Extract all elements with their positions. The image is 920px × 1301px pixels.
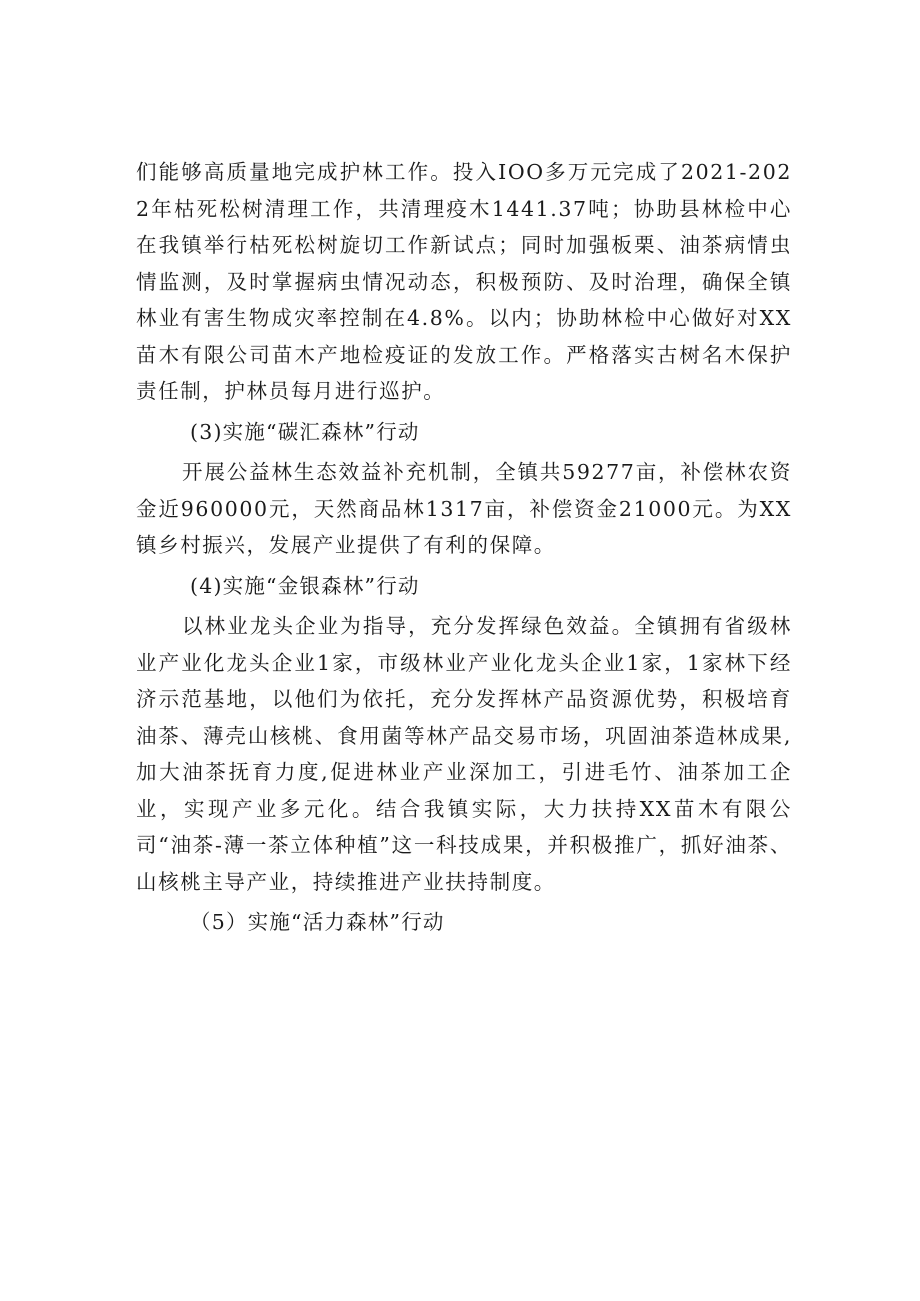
paragraph-forest-protection: 们能够高质量地完成护林工作。投入IOO多万元完成了2021-2022年枯死松树清理工作，共清理疫木1441.37吨；协助县林检中心在我镇举行枯死松树旋切工作新试点；同时加强板栗、油茶病情虫情监测，及时掌握病虫情况动态，积极预防、及时治理，确保全镇林业有害生物成灾率控制在4.8%。以内；协助林检中心做好对XX苗木有限公司苗木产地检疫证的发放工作。严格落实古树名木保护责任制，护林员每月进行巡护。 (136, 160, 792, 403)
document-body (136, 154, 792, 941)
paragraph-ecological-compensation: 开展公益林生态效益补充机制，全镇共59277亩，补偿林农资金近960000元，天然商品林1317亩，补偿资金21000元。为XX镇乡村振兴，发展产业提供了有利的保障。 (136, 460, 792, 557)
section-heading-carbon-forest: (3)实施“碳汇森林”行动 (190, 419, 420, 444)
paragraph-forest-industry: 以林业龙头企业为指导，充分发挥绿色效益。全镇拥有省级林业产业化龙头企业1家，市级林业产业化龙头企业1家，1家林下经济示范基地，以他们为依托，充分发挥林产品资源优势，积极培育油茶、薄壳山核桃、食用菌等林产品交易市场，巩固油茶造林成果,加大油茶抚育力度,促进林业产业深加工，引进毛竹、油茶加工企业，实现产业多元化。结合我镇实际，大力扶持XX苗木有限公司“油茶-薄一茶立体种植”这一科技成果，并积极推广，抓好油茶、山核桃主导产业，持续推进产业扶持制度。 (136, 614, 792, 894)
section-heading-golden-forest: (4)实施“金银森林”行动 (190, 573, 420, 598)
section-heading-vitality-forest: （5）实施“活力森林”行动 (190, 910, 445, 934)
